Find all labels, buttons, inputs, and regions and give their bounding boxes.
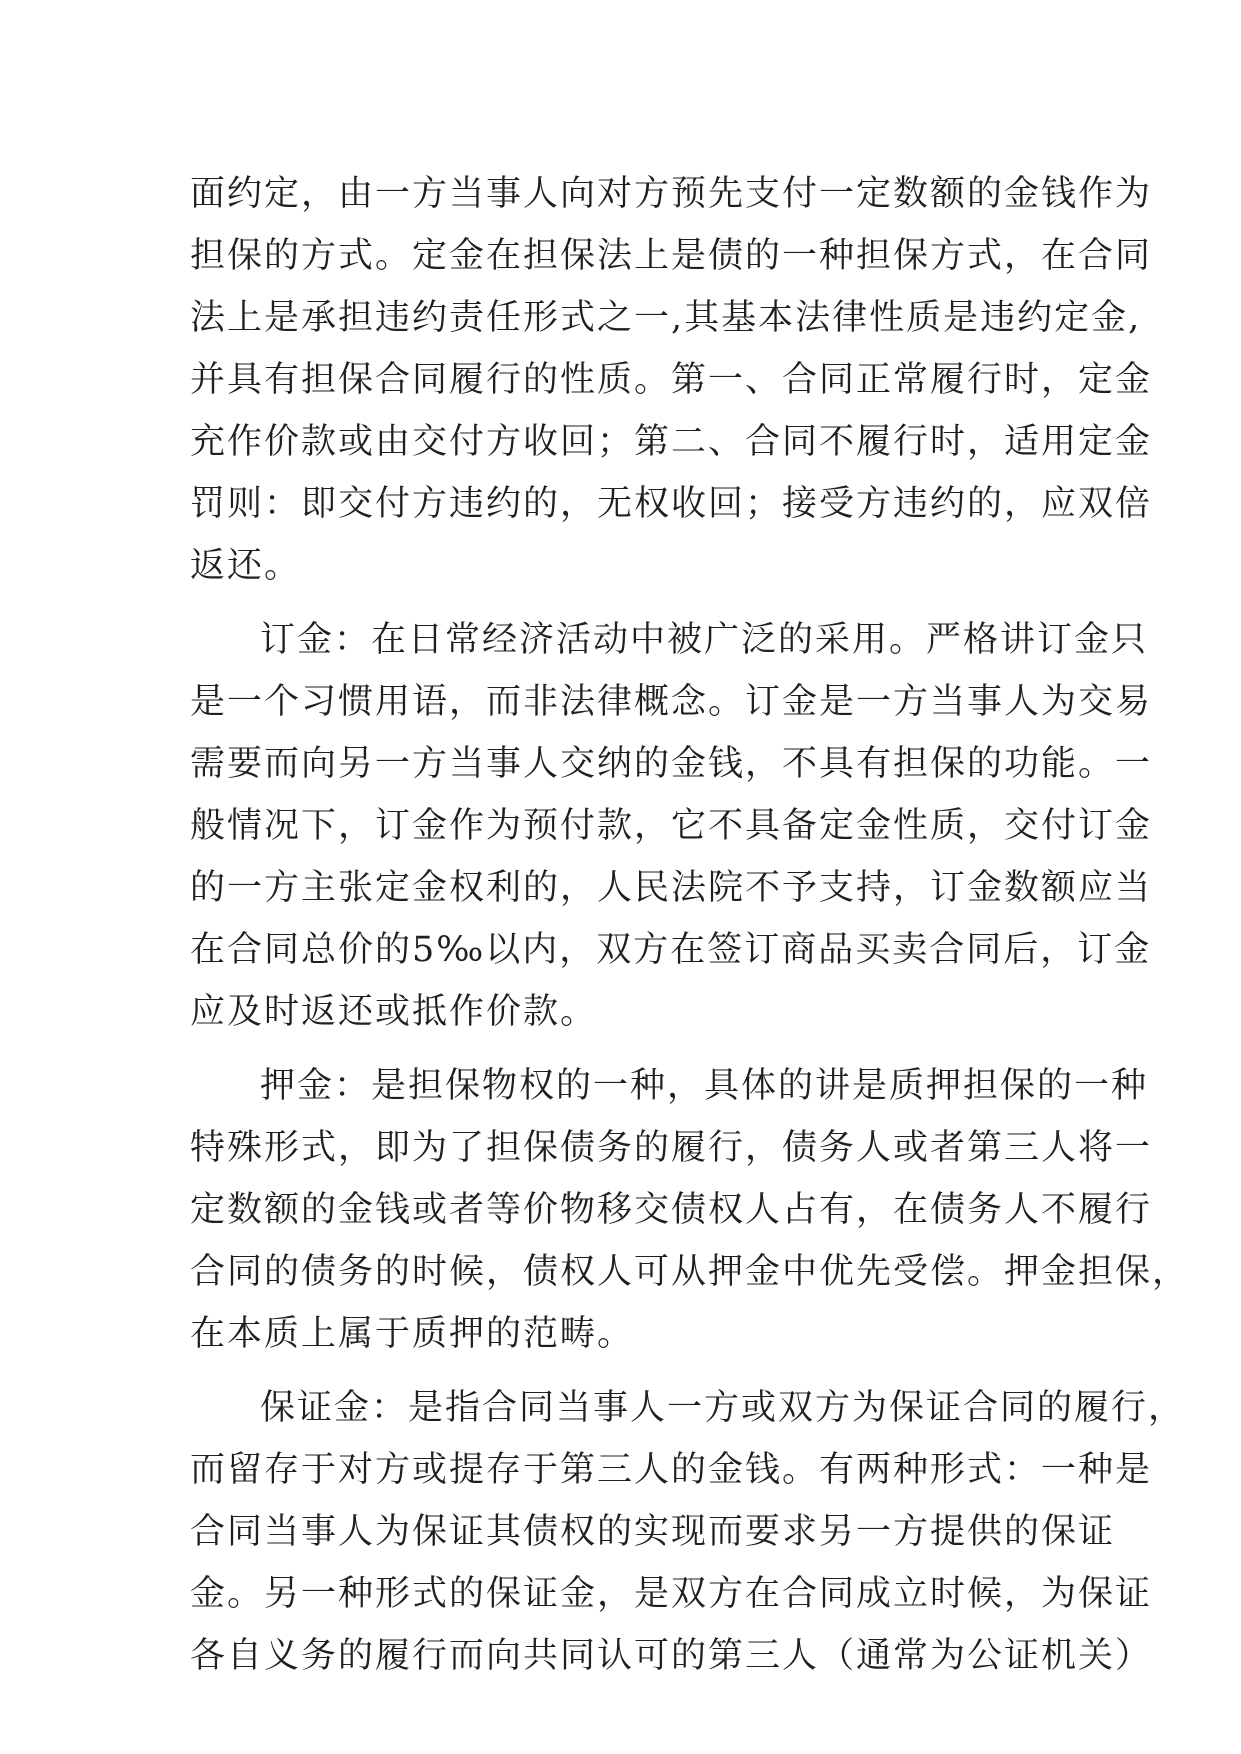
text-line: 金。另一种形式的保证金，是双方在合同成立时候，为保证 xyxy=(190,1574,1153,1614)
paragraph-spacer xyxy=(190,597,1090,609)
text-line: 法上是承担违约责任形式之一,其基本法律性质是违约定金, xyxy=(190,298,1142,338)
text-line: 在本质上属于质押的范畴。 xyxy=(190,1314,635,1354)
text-line: 应及时返还或抵作价款。 xyxy=(190,992,598,1032)
text-line: 般情况下，订金作为预付款，它不具备定金性质，交付订金 xyxy=(190,806,1153,846)
text-line: 的一方主张定金权利的，人民法院不予支持，订金数额应当 xyxy=(190,868,1153,908)
text-line: 特殊形式，即为了担保债务的履行，债务人或者第三人将一 xyxy=(190,1128,1153,1168)
text-line: 各自义务的履行而向共同认可的第三人（通常为公证机关） xyxy=(190,1636,1153,1676)
text-line: 合同的债务的时候，债权人可从押金中优先受偿。押金担保， xyxy=(190,1252,1190,1292)
paragraph-spacer xyxy=(190,1043,1090,1055)
text-line: 并具有担保合同履行的性质。第一、合同正常履行时，定金 xyxy=(190,360,1153,400)
text-line: 定数额的金钱或者等价物移交债权人占有，在债务人不履行 xyxy=(190,1190,1153,1230)
document-body xyxy=(190,163,1190,1687)
text-line: 订金：在日常经济活动中被广泛的采用。严格讲订金只 xyxy=(260,620,1149,660)
text-line: 在合同总价的5‰以内，双方在签订商品买卖合同后，订金 xyxy=(190,930,1152,970)
text-line: 是一个习惯用语，而非法律概念。订金是一方当事人为交易 xyxy=(190,682,1153,722)
text-line: 返还。 xyxy=(190,546,302,586)
text-line: 保证金：是指合同当事人一方或双方为保证合同的履行， xyxy=(260,1388,1186,1428)
text-line: 充作价款或由交付方收回；第二、合同不履行时，适用定金 xyxy=(190,422,1153,462)
text-line: 罚则：即交付方违约的，无权收回；接受方违约的，应双倍 xyxy=(190,484,1153,524)
text-line: 而留存于对方或提存于第三人的金钱。有两种形式：一种是 xyxy=(190,1450,1153,1490)
text-line: 担保的方式。定金在担保法上是债的一种担保方式，在合同 xyxy=(190,236,1153,276)
paragraph-margin-deposit xyxy=(190,1377,1186,1687)
text-line: 押金：是担保物权的一种，具体的讲是质押担保的一种 xyxy=(260,1066,1149,1106)
paragraph-order-deposit xyxy=(190,609,1153,1043)
paragraph-deposit-definition xyxy=(190,163,1153,597)
paragraph-security-deposit xyxy=(190,1055,1190,1365)
text-line: 需要而向另一方当事人交纳的金钱，不具有担保的功能。一 xyxy=(190,744,1153,784)
paragraph-spacer xyxy=(190,1365,1090,1377)
text-line: 面约定，由一方当事人向对方预先支付一定数额的金钱作为 xyxy=(190,174,1153,214)
text-line: 合同当事人为保证其债权的实现而要求另一方提供的保证 xyxy=(190,1512,1116,1552)
